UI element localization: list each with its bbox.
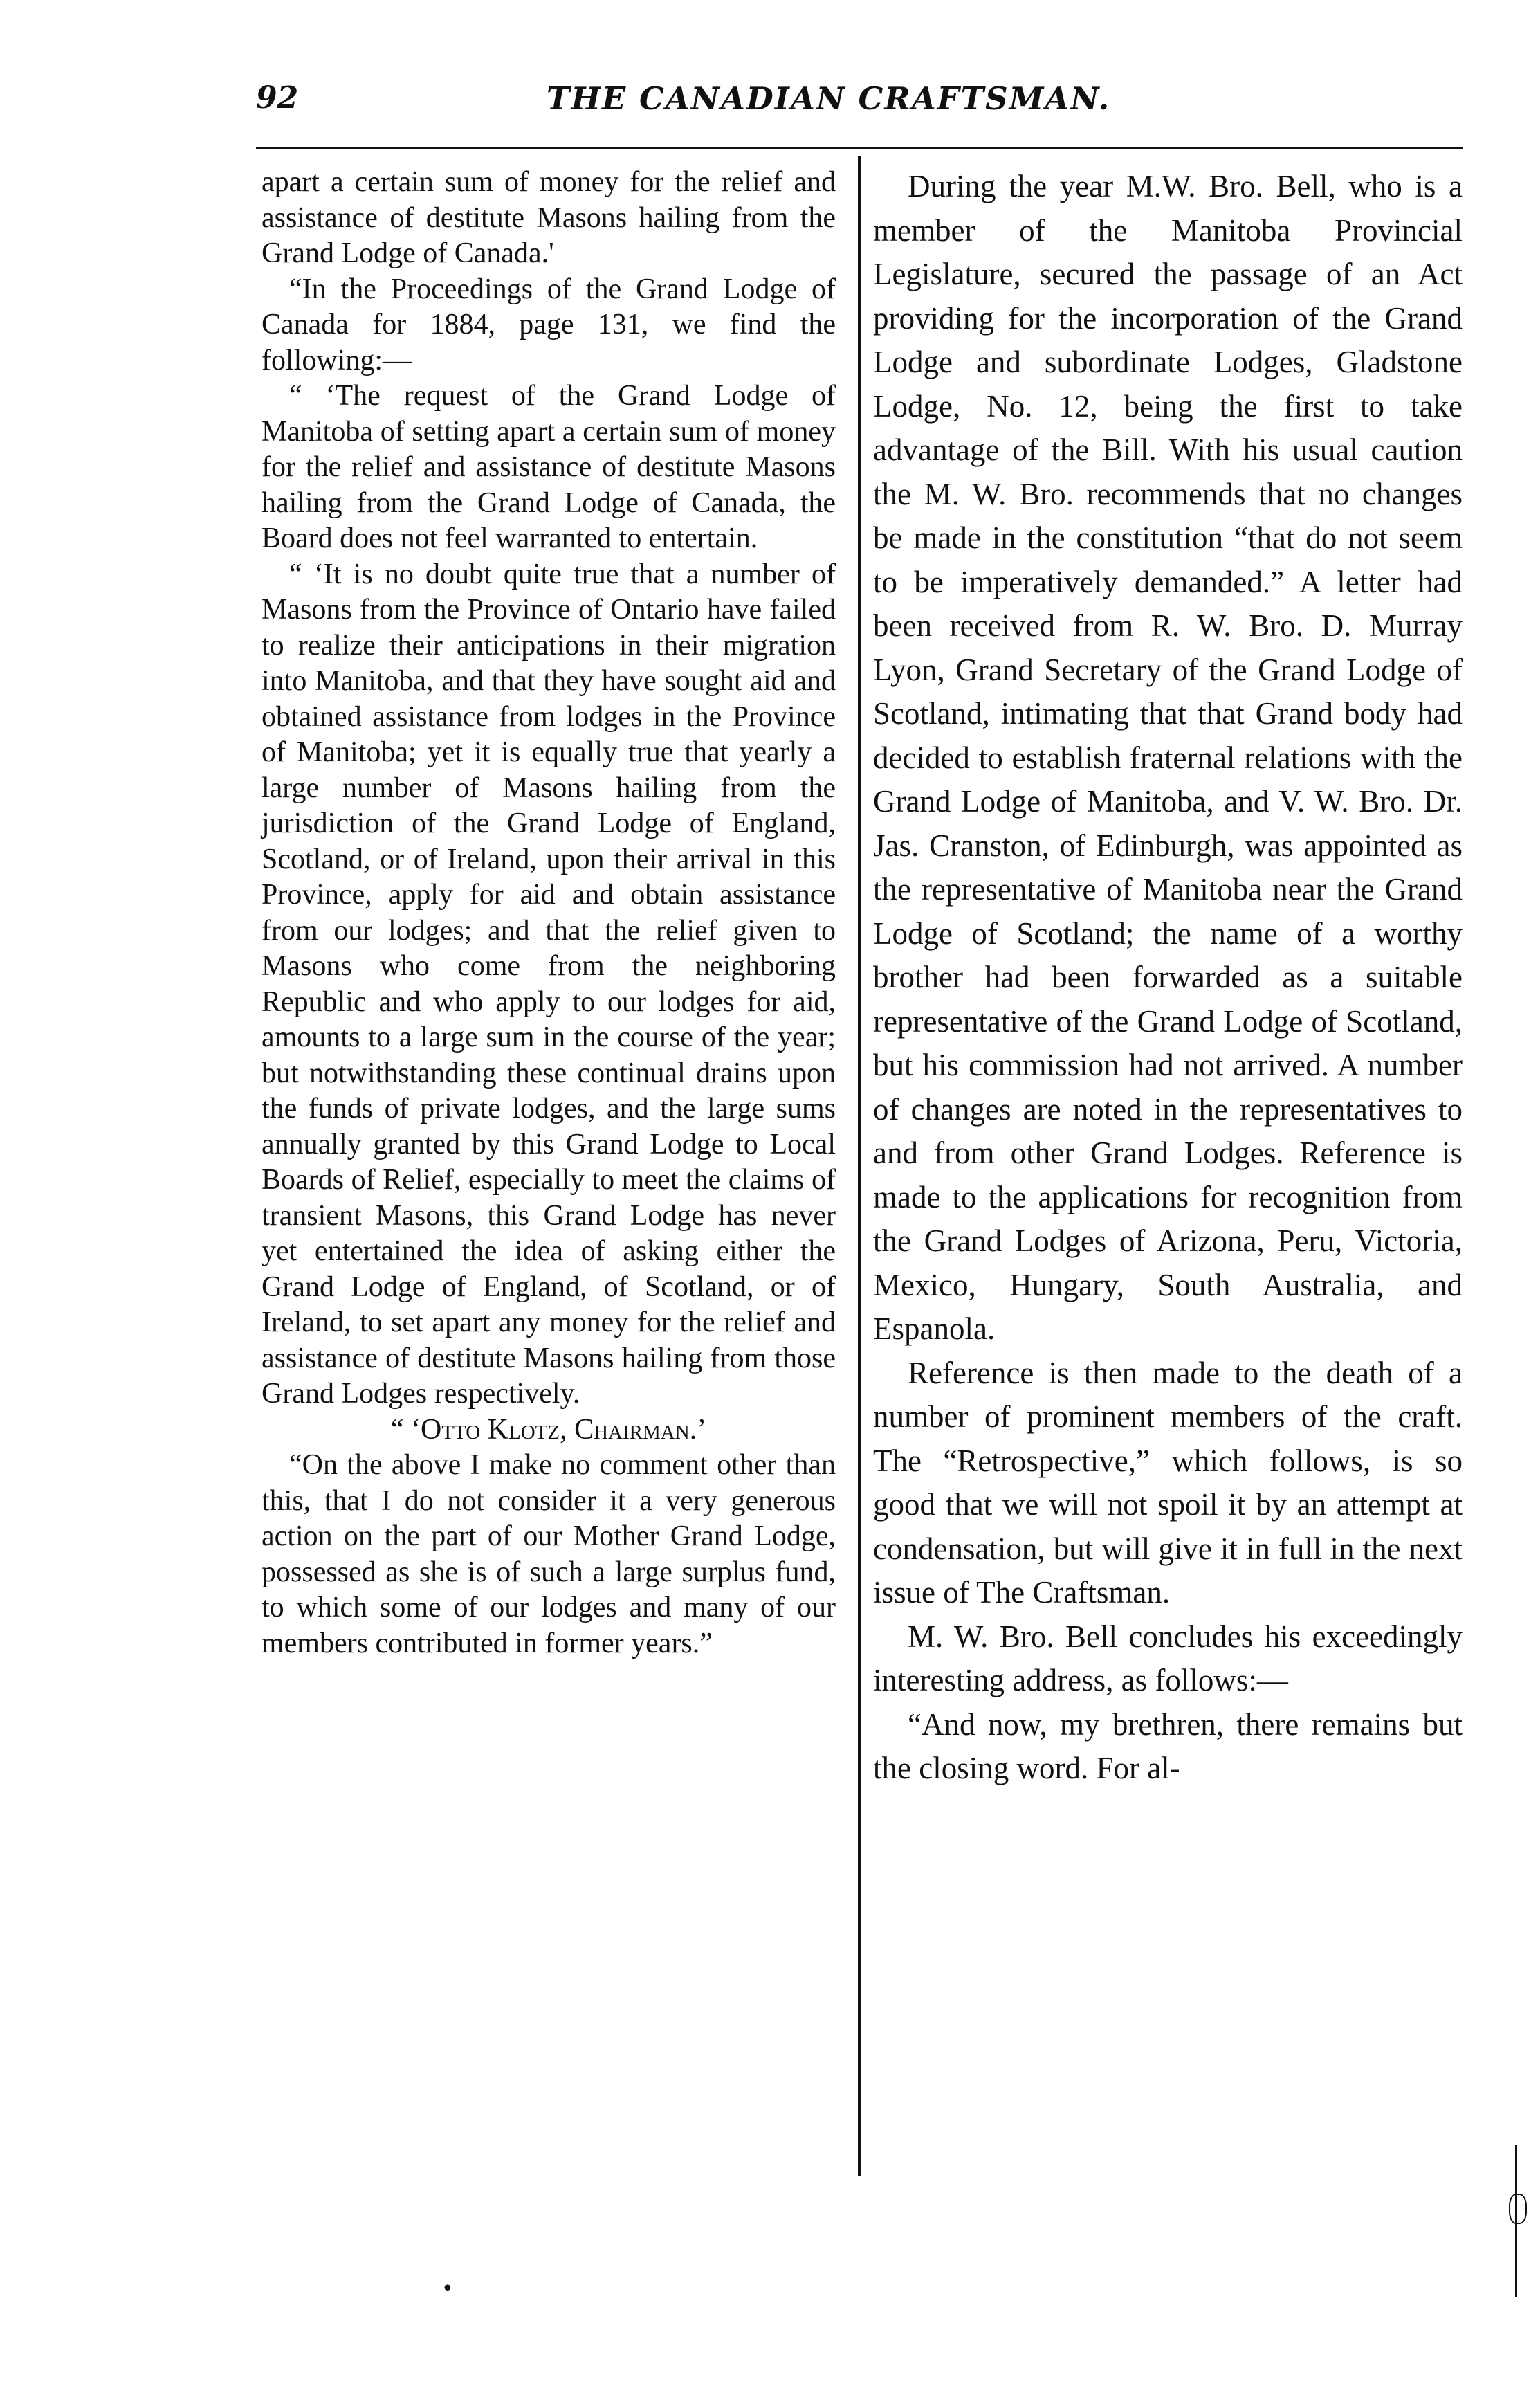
paragraph: Reference is then made to the death of a number of prominent members of the craft. The “Retrospective,” which follows, is so good that we will not spoil it by an attempt at condensation, but will give it in full in the next issue of The Craftsman. (873, 1355, 1463, 1610)
signature: “ ‘Otto Klotz, Chairman.’ (390, 1413, 707, 1446)
right-column (873, 165, 1463, 1791)
paragraph: “ ‘The request of the Grand Lodge of Manitoba of setting apart a certain sum of money for the relief and assistance of destitute Masons hailing from the Grand Lodge of Canada, the Board does not feel warranted to entertain. (262, 380, 836, 554)
running-head-title: THE CANADIAN CRAFTSMAN. (547, 80, 1111, 117)
paragraph: “On the above I make no comment other than this, that I do not consider it a very generous action on the part of our Mother Grand Lodge, possessed as she is of such a large surplus fund, to which some of our lodges and many of our members contributed in former years.” (262, 1449, 836, 1659)
left-column (262, 165, 836, 1661)
paragraph: “ ‘It is no doubt quite true that a number of Masons from the Province of Ontario have failed to realize their anticipations in their migration into Manitoba, and that they have sought aid and obtained assistance from lodges in the Province of Manitoba; yet it is equally true that yearly a large number of Masons hailing from the jurisdiction of the Grand Lodge of England, Scotland, or of Ireland, upon their arrival in this Province, apply for aid and obtain assistance from our lodges; and that the relief given to Masons who come from the neighboring Republic and who apply to our lodges for aid, amounts to a large sum in the course of the year; but notwithstanding these continual drains upon the funds of private lodges, and the large sums annually granted by this Grand Lodge to Local Boards of Relief, especially to meet the claims of transient Masons, this Grand Lodge has never yet entertained the idea of asking either the Grand Lodge of England, of Scotland, or of Ireland, to set apart any money for the relief and assistance of destitute Masons hailing from those Grand Lodges respectively. (262, 558, 836, 1410)
column-divider (858, 156, 861, 2176)
paragraph: During the year M.W. Bro. Bell, who is a member of the Manitoba Provincial Legislature, secured the passage of an Act providing for the incorporation of the Grand Lodge and subordinate Lodges, Gladstone Lodge, No. 12, being the first to take advantage of the Bill. With his usual caution the M. W. Bro. recommends that no changes be made in the constitution “that do not seem to be imperatively demanded.” A letter had been received from R. W. Bro. D. Murray Lyon, Grand Secretary of the Grand Lodge of Scotland, intimating that that Grand body had decided to establish fraternal relations with the Grand Lodge of Manitoba, and V. W. Bro. Dr. Jas. Cranston, of Edinburgh, was appointed as the representative of Manitoba near the Grand Lodge of Scotland; the name of a worthy brother had been forwarded as a suitable representative of the Grand Lodge of Scotland, but his commission had not arrived. A number of changes are noted in the representatives to and from other Grand Lodges. Reference is made to the applications for recognition from the Grand Lodges of Arizona, Peru, Victoria, Mexico, Hungary, South Australia, and Espanola. (873, 169, 1463, 1346)
paragraph: apart a certain sum of money for the relief and assistance of destitute Masons hailing from the Grand Lodge of Canada.' (262, 166, 836, 269)
paragraph: M. W. Bro. Bell concludes his exceedingly interesting address, as follows:— (873, 1619, 1463, 1697)
paragraph: “And now, my brethren, there remains but the closing word. For al- (873, 1706, 1463, 1785)
page-edge-mark (1515, 2145, 1521, 2297)
paragraph: “In the Proceedings of the Grand Lodge of Canada for 1884, page 131, we find the following:— (262, 273, 836, 376)
stray-ink-mark: • (441, 2277, 454, 2301)
page-number: 92 (256, 80, 299, 116)
header-rule (256, 147, 1463, 149)
